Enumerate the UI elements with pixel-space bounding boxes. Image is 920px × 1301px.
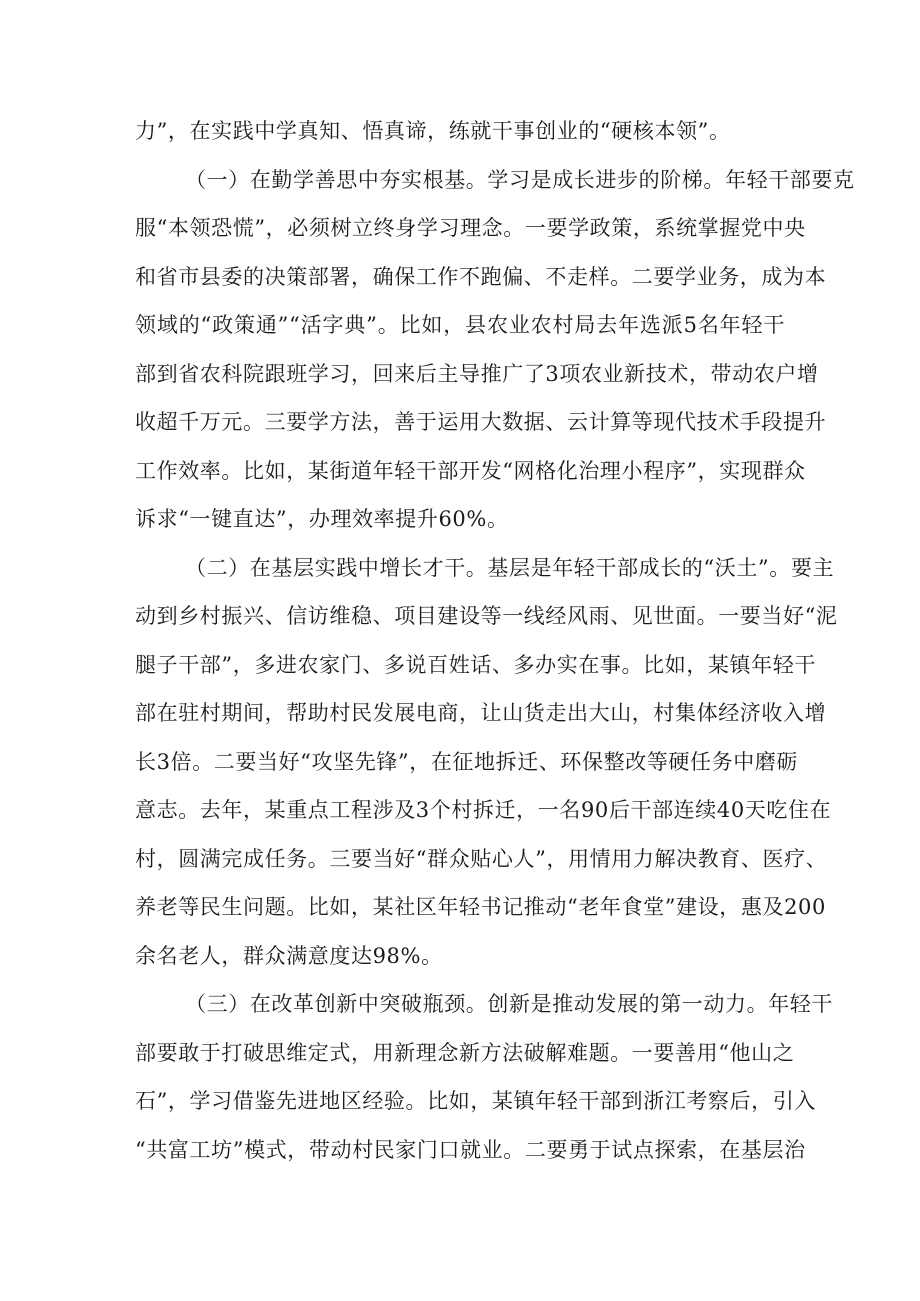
text-line: 诉求“一键直达”，办理效率提升60%。 bbox=[135, 507, 509, 531]
paragraph-2-heading-line: （二）在基层实践中增长才干。基层是年轻干部成长的“沃土”。要主 bbox=[185, 556, 835, 580]
text-line: “共富工坊”模式，带动村民家门口就业。二要勇于试点探索，在基层治 bbox=[135, 1138, 806, 1162]
text-line: 部要敢于打破思维定式，用新理念新方法破解难题。一要善用“他山之 bbox=[135, 1041, 795, 1065]
text-line: 石”，学习借鉴先进地区经验。比如，某镇年轻干部到浙江考察后，引入 bbox=[135, 1089, 816, 1113]
text-line: 部到省农科院跟班学习，回来后主导推广了3项农业新技术，带动农户增 bbox=[135, 362, 819, 386]
text-line: 村，圆满完成任务。三要当好“群众贴心人”，用情用力解决教育、医疗、 bbox=[135, 847, 828, 871]
text-line: 力”，在实践中学真知、悟真谛，练就干事创业的“硬核本领”。 bbox=[135, 119, 731, 143]
text-line: 养老等民生问题。比如，某社区年轻书记推动“老年食堂”建设，惠及200 bbox=[135, 895, 826, 919]
text-line: 部在驻村期间，帮助村民发展电商，让山货走出大山，村集体经济收入增 bbox=[135, 701, 827, 725]
text-line: 工作效率。比如，某街道年轻干部开发“网格化治理小程序”，实现群众 bbox=[135, 459, 806, 483]
text-line: 收超千万元。三要学方法，善于运用大数据、云计算等现代技术手段提升 bbox=[135, 410, 827, 434]
text-line: 长3倍。二要当好“攻坚先锋”，在征地拆迁、环保整改等硬任务中磨砺 bbox=[135, 750, 799, 774]
paragraph-3-heading-line: （三）在改革创新中突破瓶颈。创新是推动发展的第一动力。年轻干 bbox=[185, 992, 833, 1016]
text-line: 服“本领恐慌”，必须树立终身学习理念。一要学政策，系统掌握党中央 bbox=[135, 216, 806, 240]
paragraph-1-heading-line: （一）在勤学善思中夯实根基。学习是成长进步的阶梯。年轻干部要克 bbox=[185, 168, 855, 192]
text-line: 领域的“政策通”“活字典”。比如，县农业农村局去年选派5名年轻干 bbox=[135, 313, 785, 337]
text-line: 动到乡村振兴、信访维稳、项目建设等一线经风雨、见世面。一要当好“泥 bbox=[135, 604, 838, 628]
text-line: 和省市县委的决策部署，确保工作不跑偏、不走样。二要学业务，成为本 bbox=[135, 265, 827, 289]
text-line: 余名老人，群众满意度达98%。 bbox=[135, 944, 443, 968]
text-line: 意志。去年，某重点工程涉及3个村拆迁，一名90后干部连续40天吃住在 bbox=[135, 798, 832, 822]
text-line: 腿子干部”，多进农家门、多说百姓话、多办实在事。比如，某镇年轻干 bbox=[135, 653, 816, 677]
